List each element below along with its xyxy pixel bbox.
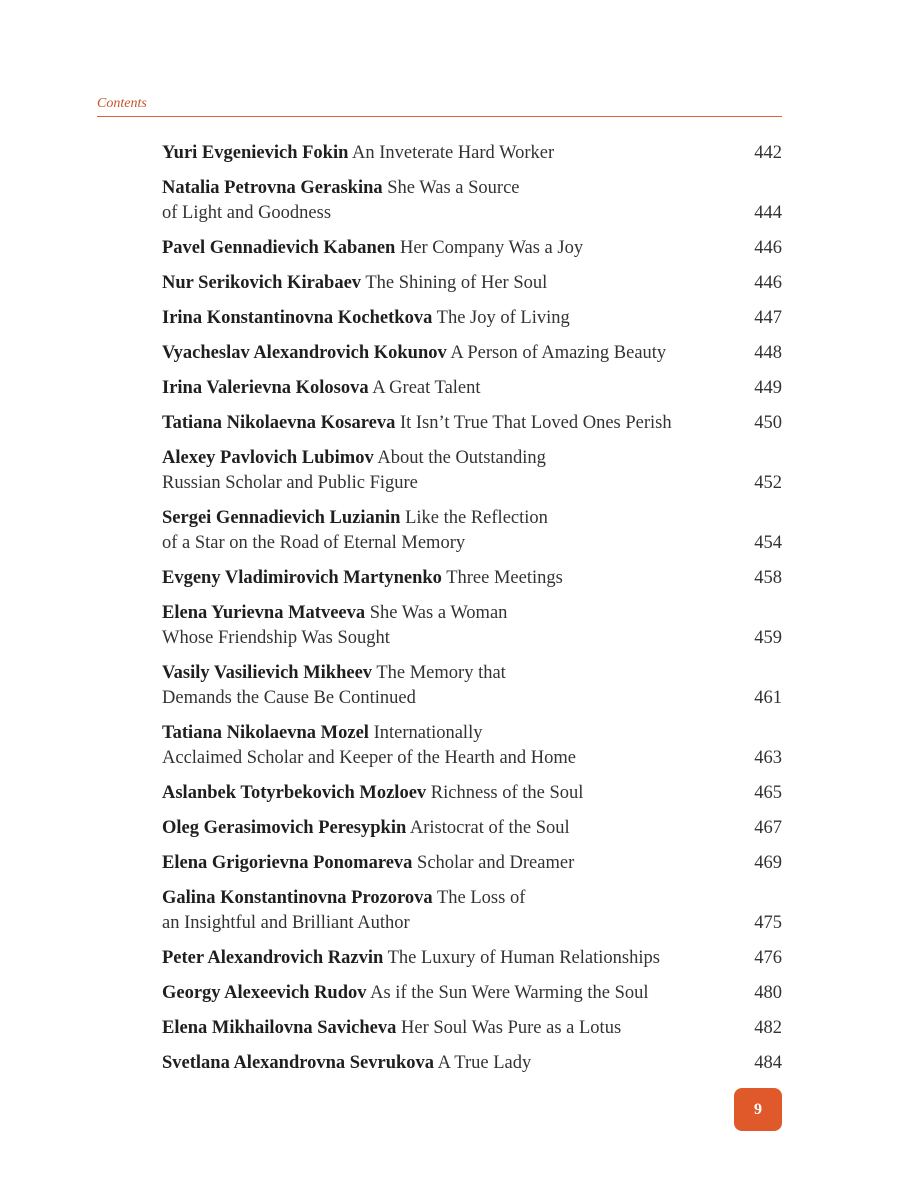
toc-entry[interactable] [162, 271, 782, 296]
toc-entry[interactable] [162, 946, 782, 971]
entry-page-number: 465 [754, 783, 782, 803]
entry-page-number: 480 [754, 983, 782, 1003]
entry-page-number: 442 [754, 143, 782, 163]
entry-title-continued: of Light and Goodness [162, 203, 332, 223]
header-divider [97, 116, 782, 117]
entry-author-name: Aslanbek Totyrbekovich Mozloev [162, 783, 427, 803]
entry-page-number: 446 [754, 238, 782, 258]
toc-entry[interactable] [162, 566, 782, 591]
running-header [97, 95, 782, 117]
entry-title: The Luxury of Human Relationships [387, 948, 660, 968]
entry-page-number: 463 [754, 748, 782, 768]
entry-author-name: Pavel Gennadievich Kabanen [162, 238, 396, 258]
entry-page-number: 459 [754, 628, 782, 648]
entry-title: A Person of Amazing Beauty [450, 343, 667, 363]
entry-page-number: 467 [754, 818, 782, 838]
toc-entry[interactable] [162, 141, 782, 166]
entry-title: The Loss of [436, 888, 526, 908]
entry-author-name: Oleg Gerasimovich Peresypkin [162, 818, 407, 838]
entry-title: Richness of the Soul [430, 783, 584, 803]
toc-entry[interactable] [162, 236, 782, 261]
entry-author-name: Elena Yurievna Matveeva [162, 603, 366, 623]
entry-page-number: 458 [754, 568, 782, 588]
entry-page-number: 448 [754, 343, 782, 363]
entry-title-continued: Russian Scholar and Public Figure [162, 473, 418, 493]
toc-entry[interactable] [162, 176, 782, 226]
toc-entry[interactable] [162, 506, 782, 556]
entry-author-name: Natalia Petrovna Geraskina [162, 178, 383, 198]
entry-title: An Inveterate Hard Worker [352, 143, 555, 163]
toc-entry[interactable] [162, 981, 782, 1006]
entry-title: As if the Sun Were Warming the Soul [370, 983, 649, 1003]
entry-title: She Was a Source [387, 178, 520, 198]
toc-entry[interactable] [162, 446, 782, 496]
toc-entry[interactable] [162, 1051, 782, 1076]
toc-entry[interactable] [162, 781, 782, 806]
entry-author-name: Tatiana Nikolaevna Mozel [162, 723, 369, 743]
entry-page-number: 450 [754, 413, 782, 433]
entry-title: The Shining of Her Soul [365, 273, 548, 293]
entry-title: About the Outstanding [377, 448, 546, 468]
entry-page-number: 461 [754, 688, 782, 708]
entry-page-number: 447 [754, 308, 782, 328]
entry-title-continued: Demands the Cause Be Continued [162, 688, 416, 708]
entry-author-name: Nur Serikovich Kirabaev [162, 273, 362, 293]
toc-entry[interactable] [162, 851, 782, 876]
entry-title: Internationally [373, 723, 483, 743]
entry-title-continued: Whose Friendship Was Sought [162, 628, 390, 648]
entry-title: A True Lady [437, 1053, 532, 1073]
toc-entry[interactable] [162, 601, 782, 651]
entry-title: She Was a Woman [369, 603, 508, 623]
entry-title: A Great Talent [372, 378, 481, 398]
toc-entry[interactable] [162, 376, 782, 401]
entry-author-name: Peter Alexandrovich Razvin [162, 948, 384, 968]
entry-page-number: 446 [754, 273, 782, 293]
entry-page-number: 452 [754, 473, 782, 493]
entry-author-name: Vyacheslav Alexandrovich Kokunov [162, 343, 447, 363]
entry-author-name: Sergei Gennadievich Luzianin [162, 508, 401, 528]
entry-title: The Joy of Living [436, 308, 570, 328]
entry-author-name: Vasily Vasilievich Mikheev [162, 663, 373, 683]
toc-entry[interactable] [162, 341, 782, 366]
entry-page-number: 475 [754, 913, 782, 933]
entry-author-name: Irina Konstantinovna Kochetkova [162, 308, 433, 328]
table-of-contents [162, 141, 782, 1086]
entry-title: Her Company Was a Joy [399, 238, 584, 258]
page-number-badge: 9 [734, 1088, 782, 1131]
entry-title: Scholar and Dreamer [417, 853, 575, 873]
entry-author-name: Elena Grigorievna Ponomareva [162, 853, 413, 873]
toc-entry[interactable] [162, 721, 782, 771]
entry-author-name: Georgy Alexeevich Rudov [162, 983, 367, 1003]
entry-page-number: 469 [754, 853, 782, 873]
entry-title: Like the Reflection [405, 508, 548, 528]
entry-author-name: Alexey Pavlovich Lubimov [162, 448, 374, 468]
toc-entry[interactable] [162, 661, 782, 711]
entry-page-number: 449 [754, 378, 782, 398]
entry-page-number: 476 [754, 948, 782, 968]
section-title: Contents [97, 96, 147, 111]
entry-author-name: Elena Mikhailovna Savicheva [162, 1018, 397, 1038]
entry-author-name: Irina Valerievna Kolosova [162, 378, 369, 398]
entry-page-number: 454 [754, 533, 782, 553]
entry-title: Three Meetings [446, 568, 563, 588]
toc-entry[interactable] [162, 886, 782, 936]
entry-author-name: Evgeny Vladimirovich Martynenko [162, 568, 442, 588]
entry-title-continued: Acclaimed Scholar and Keeper of the Hearth and Home [162, 748, 577, 768]
entry-title: Her Soul Was Pure as a Lotus [401, 1018, 622, 1038]
entry-author-name: Svetlana Alexandrovna Sevrukova [162, 1053, 435, 1073]
toc-entry[interactable] [162, 816, 782, 841]
toc-entry[interactable] [162, 1016, 782, 1041]
entry-author-name: Galina Konstantinovna Prozorova [162, 888, 433, 908]
entry-page-number: 484 [754, 1053, 782, 1073]
entry-title: Aristocrat of the Soul [409, 818, 570, 838]
toc-entry[interactable] [162, 306, 782, 331]
entry-author-name: Tatiana Nikolaevna Kosareva [162, 413, 396, 433]
entry-title: The Memory that [376, 663, 506, 683]
entry-author-name: Yuri Evgenievich Fokin [162, 143, 349, 163]
toc-entry[interactable] [162, 411, 782, 436]
entry-title: It Isn’t True That Loved Ones Perish [399, 413, 672, 433]
entry-page-number: 444 [754, 203, 782, 223]
entry-title-continued: an Insightful and Brilliant Author [162, 913, 410, 933]
entry-title-continued: of a Star on the Road of Eternal Memory [162, 533, 466, 553]
entry-page-number: 482 [754, 1018, 782, 1038]
